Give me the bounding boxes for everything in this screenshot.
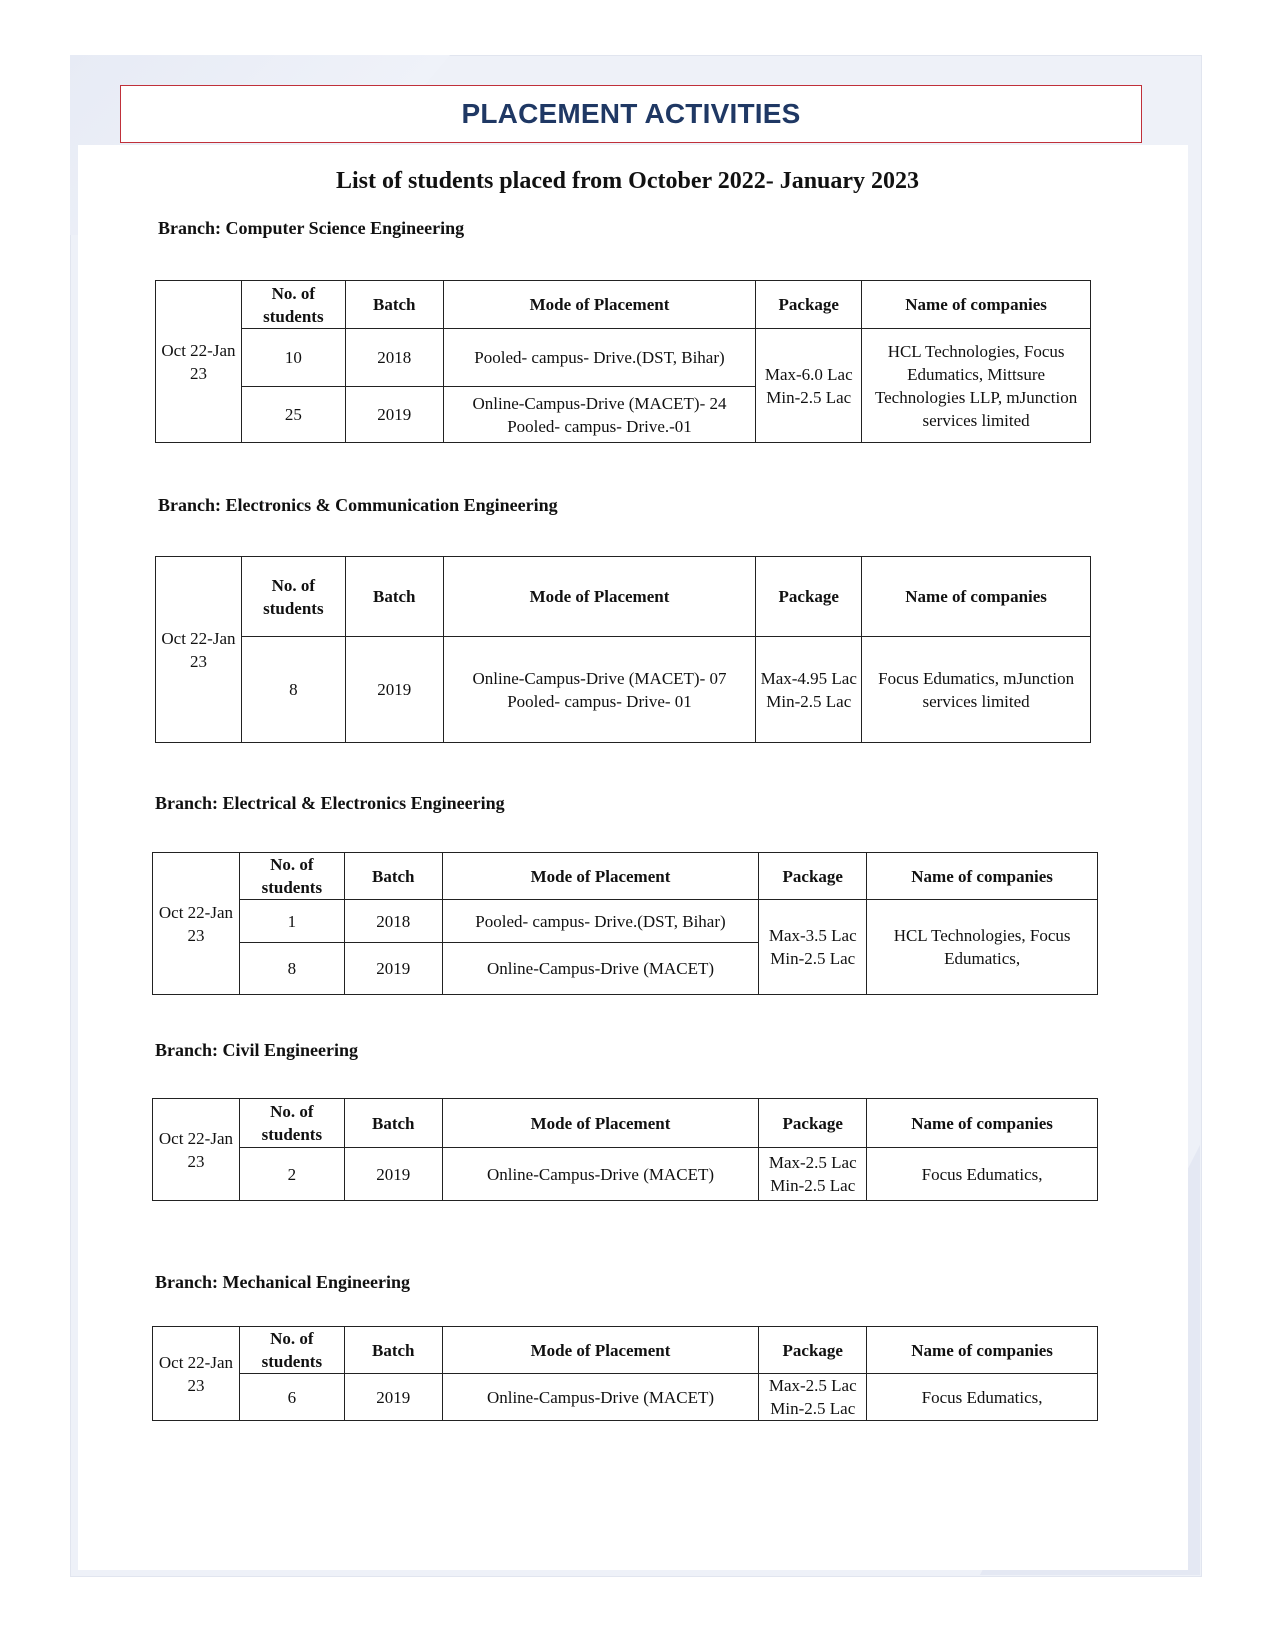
mode-cell: Online-Campus-Drive (MACET)	[442, 943, 759, 995]
students-cell: 8	[241, 637, 345, 743]
header-batch: Batch	[344, 1099, 442, 1148]
mode-cell: Pooled- campus- Drive.(DST, Bihar)	[442, 900, 759, 943]
batch-cell: 2019	[345, 387, 443, 443]
students-cell: 10	[241, 329, 345, 387]
page-subtitle: List of students placed from October 2022- January 2023	[335, 168, 920, 194]
header-package: Package	[756, 281, 862, 329]
students-cell: 8	[239, 943, 344, 995]
package-cell: Max-2.5 Lac Min-2.5 Lac	[759, 1148, 867, 1201]
table-header-row	[156, 557, 1091, 637]
table-header-row	[153, 1327, 1098, 1374]
placement-table	[152, 1098, 1098, 1201]
placement-table	[152, 852, 1098, 995]
header-companies: Name of companies	[867, 1099, 1098, 1148]
header-package: Package	[756, 557, 862, 637]
page-title: PLACEMENT ACTIVITIES	[461, 98, 801, 129]
period-cell: Oct 22-Jan 23	[153, 1099, 240, 1201]
header-batch: Batch	[344, 853, 442, 900]
package-cell: Max-2.5 Lac Min-2.5 Lac	[759, 1374, 867, 1421]
students-cell: 6	[239, 1374, 344, 1421]
table-header-row	[156, 281, 1091, 329]
students-cell: 2	[239, 1148, 344, 1201]
page-title-box	[120, 85, 1142, 143]
header-students: No. of students	[239, 853, 344, 900]
header-mode: Mode of Placement	[443, 557, 756, 637]
students-cell: 25	[241, 387, 345, 443]
header-batch: Batch	[344, 1327, 442, 1374]
placement-table	[152, 1326, 1098, 1421]
branch-heading: Branch: Computer Science Engineering	[158, 218, 465, 238]
mode-cell: Online-Campus-Drive (MACET)	[442, 1374, 759, 1421]
header-students: No. of students	[239, 1099, 344, 1148]
companies-cell: Focus Edumatics,	[867, 1374, 1098, 1421]
header-companies: Name of companies	[862, 557, 1091, 637]
companies-cell: Focus Edumatics, mJunction services limited	[862, 637, 1091, 743]
students-cell: 1	[239, 900, 344, 943]
header-mode: Mode of Placement	[442, 853, 759, 900]
branch-heading: Branch: Civil Engineering	[155, 1040, 359, 1060]
period-cell: Oct 22-Jan 23	[153, 853, 240, 995]
header-mode: Mode of Placement	[443, 281, 756, 329]
companies-cell: Focus Edumatics,	[867, 1148, 1098, 1201]
mode-cell: Online-Campus-Drive (MACET)	[442, 1148, 759, 1201]
header-companies: Name of companies	[867, 1327, 1098, 1374]
placement-table	[155, 556, 1091, 743]
batch-cell: 2019	[344, 943, 442, 995]
mode-cell: Online-Campus-Drive (MACET)- 07 Pooled- campus- Drive- 01	[443, 637, 756, 743]
period-cell: Oct 22-Jan 23	[153, 1327, 240, 1421]
batch-cell: 2019	[344, 1148, 442, 1201]
package-cell: Max-6.0 Lac Min-2.5 Lac	[756, 329, 862, 443]
header-companies: Name of companies	[862, 281, 1091, 329]
header-package: Package	[759, 1327, 867, 1374]
header-batch: Batch	[345, 557, 443, 637]
table-row	[153, 1374, 1098, 1421]
header-companies: Name of companies	[867, 853, 1098, 900]
table-row	[153, 1148, 1098, 1201]
header-students: No. of students	[239, 1327, 344, 1374]
batch-cell: 2018	[345, 329, 443, 387]
companies-cell: HCL Technologies, Focus Edumatics,	[867, 900, 1098, 995]
table-row	[156, 637, 1091, 743]
header-mode: Mode of Placement	[442, 1327, 759, 1374]
batch-cell: 2019	[345, 637, 443, 743]
package-cell: Max-4.95 Lac Min-2.5 Lac	[756, 637, 862, 743]
table-row	[153, 900, 1098, 943]
companies-cell: HCL Technologies, Focus Edumatics, Mittsure Technologies LLP, mJunction services limited	[862, 329, 1091, 443]
mode-cell: Online-Campus-Drive (MACET)- 24 Pooled- campus- Drive.-01	[443, 387, 756, 443]
branch-heading: Branch: Electrical & Electronics Engineering	[155, 793, 505, 813]
header-mode: Mode of Placement	[442, 1099, 759, 1148]
header-package: Package	[759, 853, 867, 900]
header-students: No. of students	[241, 281, 345, 329]
placement-table	[155, 280, 1091, 443]
batch-cell: 2018	[344, 900, 442, 943]
table-row	[156, 329, 1091, 387]
batch-cell: 2019	[344, 1374, 442, 1421]
package-cell: Max-3.5 Lac Min-2.5 Lac	[759, 900, 867, 995]
header-batch: Batch	[345, 281, 443, 329]
header-students: No. of students	[241, 557, 345, 637]
table-header-row	[153, 1099, 1098, 1148]
branch-heading: Branch: Mechanical Engineering	[155, 1272, 410, 1292]
header-package: Package	[759, 1099, 867, 1148]
period-cell: Oct 22-Jan 23	[156, 281, 242, 443]
mode-cell: Pooled- campus- Drive.(DST, Bihar)	[443, 329, 756, 387]
period-cell: Oct 22-Jan 23	[156, 557, 242, 743]
table-header-row	[153, 853, 1098, 900]
branch-heading: Branch: Electronics & Communication Engineering	[158, 495, 558, 515]
